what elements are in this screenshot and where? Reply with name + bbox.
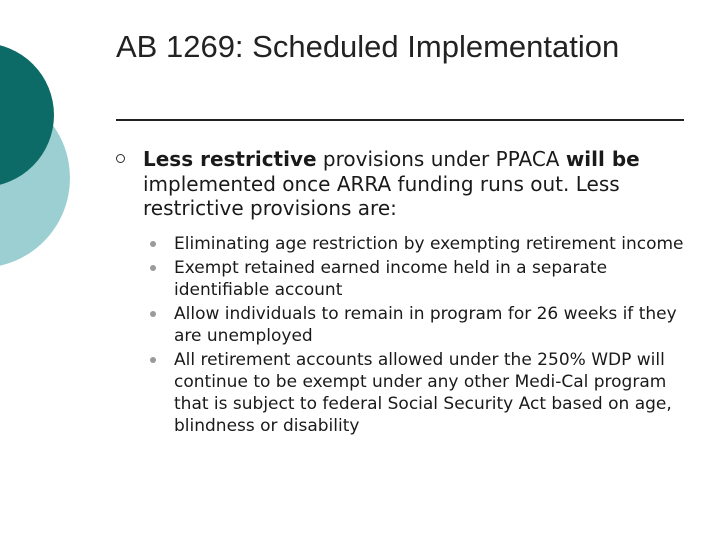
list-item: Eliminating age restriction by exempting retirement income	[147, 233, 696, 255]
main-bullet-text: Less restrictive provisions under PPACA will be implemented once ARRA funding runs out. Less restrictive provisions are:	[143, 147, 640, 220]
list-item: Allow individuals to remain in program for 26 weeks if they are unemployed	[147, 303, 696, 347]
hollow-circle-bullet-icon	[116, 154, 125, 163]
sub-bullet-list	[116, 233, 696, 437]
main-bullet	[116, 147, 696, 221]
title-divider	[116, 119, 684, 121]
list-item: All retirement accounts allowed under the 250% WDP will continue to be exempt under any other Medi-Cal program that is subject to federal Social Security Act based on age, blindness or disability	[147, 349, 696, 437]
dot-bullet-icon	[150, 265, 156, 271]
dot-bullet-icon	[150, 357, 156, 363]
list-item: Exempt retained earned income held in a separate identifiable account	[147, 257, 696, 301]
decorative-circles	[0, 0, 120, 300]
slide-title: AB 1269: Scheduled Implementation	[116, 29, 620, 64]
dot-bullet-icon	[150, 311, 156, 317]
dot-bullet-icon	[150, 241, 156, 247]
slide-body	[116, 147, 696, 439]
